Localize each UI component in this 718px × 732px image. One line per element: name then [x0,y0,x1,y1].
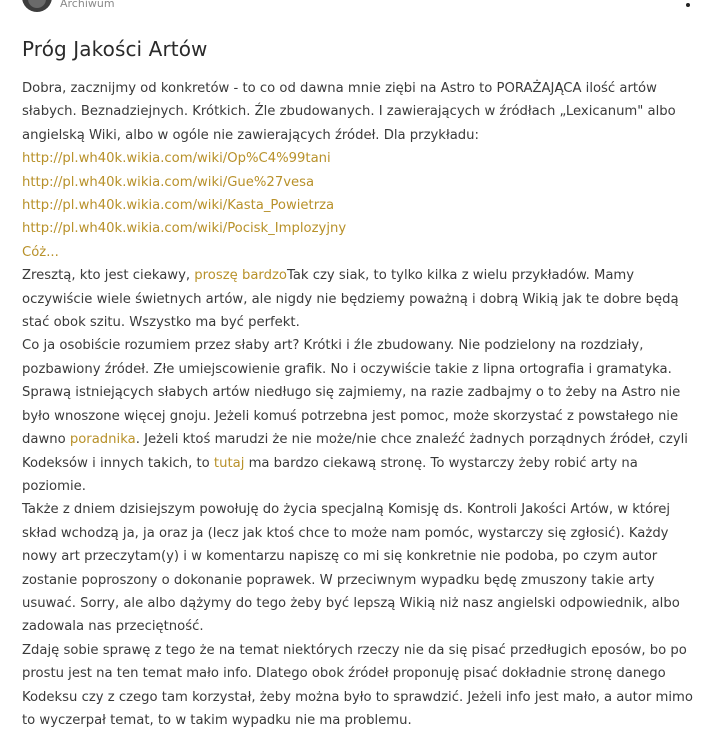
example-link-2[interactable]: http://pl.wh40k.wikia.com/wiki/Gue%27vesa [22,174,315,190]
example-link-5[interactable]: Cóż... [22,244,59,260]
page-title: Próg Jakości Artów [22,37,208,61]
article-content [22,77,696,732]
archive-label[interactable]: Archiwum [60,0,115,10]
paragraph-4: Także z dniem dzisiejszym powołuję do życia specjalną Komisję ds. Kontroli Jakości Artów, w której skład wchodzą ja, ja oraz ja (lecz jak ktoś chce to może nam pomóc, wystarczy się zgłosić). Każdy nowy art przeczytam(y) i w komentarzu napiszę co mi się konkretnie nie podoba, po czym autor zostanie poproszony o dokonanie poprawek. W przeciwnym wypadku będę zmuszony takie arty usuwać. Sorry, ale albo dążymy do tego żeby być lepszą Wikią niż nasz angielski odpowiednik, albo zadowala nas przeciętność. [22,502,680,635]
p3-text-c: ma bardzo ciekawą stronę. To wystarczy żeby robić arty na poziomie. [22,455,638,494]
link-prosze-bardzo[interactable]: proszę bardzo [194,268,287,284]
example-link-4[interactable]: http://pl.wh40k.wikia.com/wiki/Pocisk_Implozyjny [22,221,347,237]
more-menu-dot-icon[interactable] [686,3,690,7]
paragraph-3 [22,334,696,498]
p2-text-before: Zresztą, kto jest ciekawy, [22,268,195,284]
p2-text-after: Tak czy siak, to tylko kilka z wielu przykładów. Mamy oczywiście wiele świetnych artów, ale nigdy nie będziemy poważną i dobrą Wikią jak te dobre będą stać obok szitu. Wszystko ma być perfekt. [22,268,679,331]
p3-text-a: Co ja osobiście rozumiem przez słaby art? Krótki i źle zbudowany. Nie podzielony na rozdziały, pozbawiony źródeł. Złe umiejscowienie grafik. No i oczywiście takie z lipna ortografia i gramatyka. Sprawą istniejących słabych artów niedługo się zajmiemy, na razie zadbajmy o to żeby na Astro nie było wnoszone więcej gnoju. Jeżeli komuś potrzebna jest pomoc, może skorzystać z powstałego nie dawno [22,338,681,448]
example-link-list [22,147,696,264]
example-link-1[interactable]: http://pl.wh40k.wikia.com/wiki/Op%C4%99tani [22,151,331,167]
link-tutaj[interactable]: tutaj [213,455,245,471]
example-link-3[interactable]: http://pl.wh40k.wikia.com/wiki/Kasta_Powietrza [22,198,335,214]
top-bar [0,0,718,14]
paragraph-2 [22,264,696,334]
link-poradnika[interactable]: poradnika [69,432,136,448]
paragraph-5: Zdaję sobie sprawę z tego że na temat niektórych rzeczy nie da się pisać przedługich eposów, bo po prostu jest na ten temat mało info. Dlatego obok źródeł proponuję pisać dokładnie stronę danego Kodeksu czy z czego tam korzystał, żeby można było to sprawdzić. Jeżeli info jest mało, a autor mimo to wyczerpał temat, to w takim wypadku nie ma problemu. [22,642,693,728]
paragraph-intro: Dobra, zacznijmy od konkretów - to co od dawna mnie ziębi na Astro to PORAŻAJĄCA ilość artów słabych. Beznadziejnych. Krótkich. Źle zbudowanych. I zawierających w źródłach „Lexicanum" albo angielską Wiki, albo w ogóle nie zawierających źródeł. Dla przykładu: [22,81,676,143]
avatar[interactable] [22,0,52,12]
p3-text-b: . Jeżeli ktoś marudzi że nie może/nie chce znaleźć żadnych porządnych źródeł, czyli Kodeksów i innych takich, to [22,432,688,471]
